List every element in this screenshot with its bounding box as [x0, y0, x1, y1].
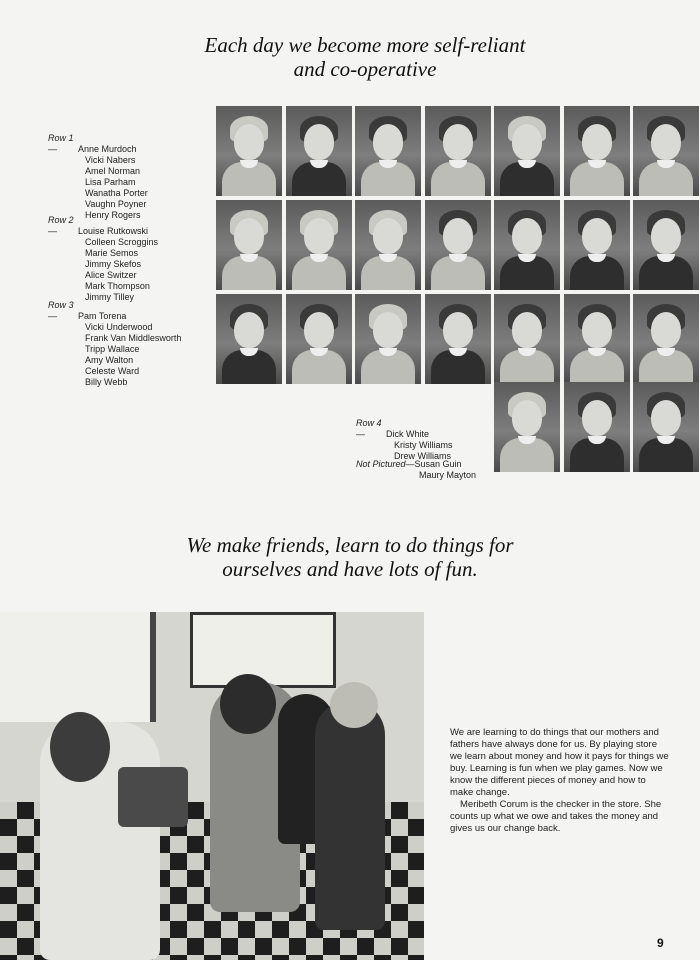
row-1-names [48, 133, 148, 221]
student-portrait [494, 200, 560, 290]
classroom-store-photo [0, 612, 424, 960]
caption-paragraph: Meribeth Corum is the checker in the store. She counts up what we owe and takes the money and gives us our change back. [450, 799, 662, 834]
girl-light-hair [330, 682, 378, 728]
not-pictured-names [356, 459, 476, 481]
student-portrait [286, 106, 352, 196]
student-name: Amel Norman [85, 166, 141, 176]
student-name: Billy Webb [85, 377, 128, 387]
student-name: Drew Williams [394, 451, 451, 461]
checker-girl-hair [220, 674, 276, 734]
classroom-window [0, 612, 156, 722]
student-name: Kristy Williams [394, 440, 453, 450]
student-name: Frank Van Middlesworth [85, 333, 182, 343]
student-name: Celeste Ward [85, 366, 140, 376]
student-portrait [216, 200, 282, 290]
page-number: 9 [657, 936, 664, 950]
student-name: Louise Rutkowski [78, 226, 149, 236]
student-name: Vicki Nabers [85, 155, 136, 165]
heading-line: ourselves and have lots of fun. [222, 557, 478, 581]
not-pictured-label: Not Pictured— [356, 459, 415, 469]
row-label: Row 4— [356, 418, 382, 439]
student-portrait [633, 382, 699, 472]
student-portrait [355, 200, 421, 290]
cash-register [118, 767, 188, 827]
row-label: Row 2— [48, 215, 74, 236]
student-name: Maury Mayton [419, 470, 477, 480]
heading-line: and co-operative [293, 57, 437, 81]
girl-dark-dress-figure [315, 700, 385, 930]
student-name: Jimmy Skefos [85, 259, 142, 269]
girl-hair [50, 712, 110, 782]
student-portrait [425, 200, 491, 290]
student-portrait [633, 294, 699, 384]
page-heading-top [0, 33, 700, 81]
student-name: Colleen Scroggins [85, 237, 159, 247]
student-portrait [564, 200, 630, 290]
student-name: Henry Rogers [85, 210, 141, 220]
row-label: Row 1— [48, 133, 74, 154]
student-portrait [564, 106, 630, 196]
student-name: Vicki Underwood [85, 322, 153, 332]
page-heading-bottom [0, 533, 700, 581]
row-label: Row 3— [48, 300, 74, 321]
heading-line: Each day we become more self-reliant [204, 33, 526, 57]
student-name: Pam Torena [78, 311, 127, 321]
row-2-names [48, 215, 158, 303]
student-name: Jimmy Tilley [85, 292, 134, 302]
student-portrait [494, 294, 560, 384]
row-4-names [356, 418, 453, 462]
student-name: Anne Murdoch [78, 144, 137, 154]
caption-paragraph: We are learning to do things that our mothers and fathers have always done for us. By playing store we learn about money and how it pays for things we buy. Learning is fun when we play games. Now we know the different pieces of money and how to make change. [450, 727, 669, 798]
student-portrait [286, 200, 352, 290]
student-portrait [494, 106, 560, 196]
student-portrait [355, 294, 421, 384]
student-name: Tripp Wallace [85, 344, 140, 354]
bulletin-board [190, 612, 336, 688]
student-portrait [425, 294, 491, 384]
student-portrait [286, 294, 352, 384]
student-portrait [494, 382, 560, 472]
student-portrait [633, 106, 699, 196]
student-name: Marie Semos [85, 248, 139, 258]
student-name: Mark Thompson [85, 281, 150, 291]
student-portrait [425, 106, 491, 196]
heading-line: We make friends, learn to do things for [186, 533, 514, 557]
student-name: Alice Switzer [85, 270, 137, 280]
student-portrait [216, 106, 282, 196]
student-name: Lisa Parham [85, 177, 136, 187]
photo-caption [450, 727, 670, 835]
student-portrait [564, 294, 630, 384]
student-portrait [633, 200, 699, 290]
student-name: Wanatha Porter [85, 188, 148, 198]
student-name: Amy Walton [85, 355, 134, 365]
student-name: Dick White [386, 429, 430, 439]
student-portrait [216, 294, 282, 384]
student-portrait [355, 106, 421, 196]
student-name: Susan Guin [414, 459, 462, 469]
row-3-names [48, 300, 181, 388]
student-name: Vaughn Poyner [85, 199, 147, 209]
student-portrait [564, 382, 630, 472]
